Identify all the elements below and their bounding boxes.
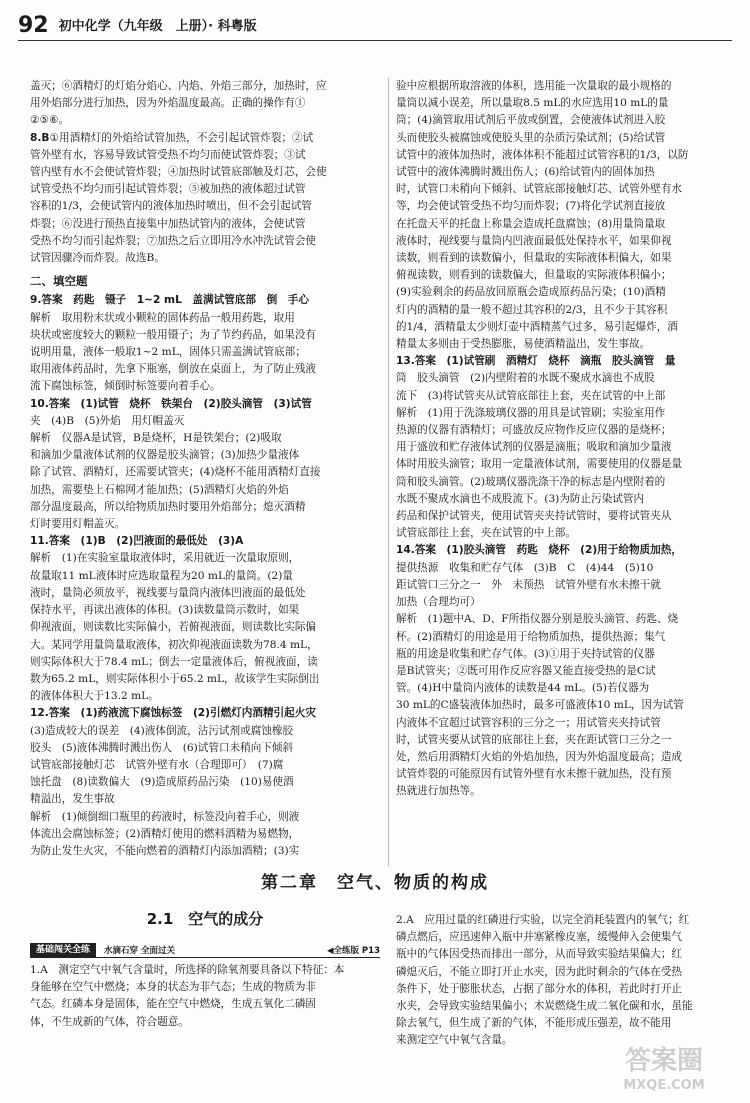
q9-block	[30, 292, 380, 395]
text-line: 读数，则看到的读数偏小，但量取的实际液体积偏大，如果	[396, 252, 672, 265]
q12-continued	[396, 78, 732, 353]
text-line: 条件下，处于膨胀状态，占据了部分水的体积，若此时打开止	[396, 982, 683, 995]
q8-block	[30, 130, 380, 268]
text-line: 1.A 测定空气中氧气含量时，所选择的除氧剂要具备以下特征：本	[30, 964, 345, 976]
section-heading: 二、填空题	[30, 274, 88, 289]
text-line: 解析 (1)用于洗涤玻璃仪器的用具是试管刷；实验室用作	[396, 406, 666, 419]
q9-answer: 9.答案 药匙 镊子 1~2 mL 盖满试管底部 倒 手心	[30, 294, 309, 307]
text-line: (3)造成较大的误差 (4)液体倒流，沾污试剂或腐蚀橡胶	[30, 724, 294, 737]
text-line: 加热，需要垫上石棉网才能加热；(5)酒精灯火焰的外焰	[30, 483, 289, 496]
text-line: 是B试管夹；②既可用作反应容器又能直接受热的是C试	[396, 664, 656, 677]
text-line: 说明用量，液体一般取1~2 mL，固体只需盖满试管底部；	[30, 346, 306, 359]
text-line: 流下 (3)将试管夹从试管底部往上套，夹在试管的中上部	[396, 389, 666, 402]
text-line: 的液体体积大于13.2 mL。	[30, 690, 159, 703]
watermark-logo	[600, 1035, 728, 1095]
text-line: 流下腐蚀标签，倾倒时标签要向着手心。	[30, 380, 221, 393]
text-line: 筒和胶头滴管。(2)玻璃仪器洗涤干净的标志是内壁附着的	[396, 475, 666, 488]
text-line: 容积的1/3，会使试管内的液体加热时喷出，但不会引起试管	[30, 200, 312, 213]
text-line: 蚀托盘 (8)读数偏大 (9)造成原药品污染 (10)易使酒	[30, 776, 294, 789]
text-line: 块状或密度较大的颗粒一般用镊子；为了节约药品，如果没有	[30, 328, 317, 341]
text-line: 30 mL的C盛装液体加热时，最多可盛液体10 mL，因为试管	[396, 699, 684, 712]
text-line: 解析 (1)倾倒细口瓶里的药液时，标签没向着手心，则液	[30, 810, 300, 823]
q1-block	[30, 962, 380, 1031]
q14-block	[396, 542, 732, 800]
text-line: 距试管口三分之一 外 未预热 试管外壁有水未擦干就	[396, 578, 661, 591]
text-line: 气态。红磷本身是固体，能在空气中燃烧，生成五氧化二磷固	[30, 998, 317, 1011]
left-column	[30, 78, 380, 860]
text-line: 热源的仪器有酒精灯；可盛放反应物作反应仪器的是烧杯；	[396, 424, 672, 437]
text-line: 磷熄灭后，不能立即打开止水夹，因为此时剩余的气体在受热	[396, 965, 683, 978]
text-line: 瓶中的气体因受热而排出一部分，从而导致实验结果偏大；红	[396, 948, 683, 961]
text-line: 等，均会使试管受热不均匀而炸裂；(7)将化学试剂直接放	[396, 200, 666, 213]
text-line: 精溢出，发生事故	[30, 793, 115, 806]
text-line: 热就进行加热等。	[396, 785, 481, 798]
text-line: 体时用胶头滴管；取用一定量液体试剂，需要使用的仪器是量	[396, 458, 683, 471]
text-line: 用于盛放和贮存液体试剂的仪器是滴瓶；吸取和滴加少量液	[396, 441, 672, 454]
banner-page-ref: ◀全练版 P13	[326, 945, 380, 956]
text-line: 液体时，视线要与量筒内凹液面最低处保持水平，如果仰视	[396, 234, 672, 247]
q8-label: 8.B	[30, 131, 50, 144]
text-line: 为防止发生火灾，不能向燃着的酒精灯内添加酒精；(3)实	[30, 844, 300, 857]
text-line: 保持水平，再读出液体的体积。(3)读数量筒示数时，如果	[30, 604, 300, 617]
text-line: 量筒以减小误差，所以量取8.5 mL的水应选用10 mL的量	[396, 97, 669, 110]
text-line: 夹 (4)B (5)外焰 用灯帽盖灭	[30, 414, 185, 427]
text-line: 仰视液面，则读数比实际偏小，若俯视液面，则读数比实际偏	[30, 621, 317, 634]
text-line: 部分温度最高，所以给物质加热时要用外焰部分；熄灭酒精	[30, 500, 306, 513]
text-line: 精量太多则由于受热膨胀，易使酒精溢出，发生事故。	[396, 338, 651, 351]
text-line: 体流出会腐蚀标签；(2)酒精灯使用的燃料酒精为易燃物，	[30, 827, 300, 840]
intro-block	[30, 78, 380, 130]
text-line: 解析 取用粉末状或小颗粒的固体药品一般用药匙，取用	[30, 311, 295, 324]
text-line: 在托盘天平的托盘上称量会造成托盘腐蚀；(8)用量筒量取	[396, 217, 666, 230]
page-number: 92	[18, 13, 49, 38]
text-line: 数为65.2 mL，则实际体积小于65.2 mL，故该学生实际倒出	[30, 672, 320, 685]
text-line: 管外壁有水，容易导致试管受热不均匀而使试管炸裂；③试	[30, 148, 306, 161]
q13-answer: 13.答案 (1)试管刷 酒精灯 烧杯 滴瓶 胶头滴管 量	[396, 355, 676, 368]
q14-answer: 14.答案 (1)胶头滴管 药匙 烧杯 (2)用于给物质加热，	[396, 544, 682, 557]
text-line: 磷点燃后，应迅速伸入瓶中并塞紧橡皮塞，缓慢伸入会使集气	[396, 931, 683, 944]
header-rule	[18, 40, 732, 41]
text-line: 灯内的酒精的量一般不超过其容积的2/3，且不少于其容积	[396, 303, 668, 316]
text-line: 试管中的液体沸腾时溅出伤人；(6)给试管内的固体加热	[396, 166, 655, 179]
text-line: 体，不生成新的气体，符合题意。	[30, 1015, 189, 1028]
text-line: 取用液体药品时，先拿下瓶塞，倒放在桌面上，为了防止残液	[30, 363, 317, 376]
q10-block	[30, 396, 380, 534]
q8-text: ①用酒精灯的外焰给试管加热，不会引起试管炸裂；②试	[49, 131, 314, 144]
text-line: 试管底部往上套，夹在试管的中上部。	[396, 527, 577, 540]
text-line: 水夹，会导致实验结果偏小；木炭燃烧生成二氧化碳和水，虽能	[396, 1000, 693, 1013]
text-line: 受热不均匀而引起炸裂；⑦加热之后立即用冷水冲洗试管会使	[30, 234, 317, 247]
chapter-title: 第二章 空气、物质的构成	[261, 873, 489, 893]
text-line: 筒 胶头滴管 (2)内壁附着的水既不聚成水滴也不成股	[396, 372, 655, 385]
book-title: 初中化学（九年级 上册）· 科粤版	[58, 19, 257, 34]
text-line: 提供热源 收集和贮存气体 (3)B C (4)44 (5)10	[396, 561, 654, 574]
text-line: 管。(4)H中量筒内液体的读数是44 mL。(5)若仪器为	[396, 682, 650, 695]
banner-tag: 基础闯关全练	[30, 943, 96, 957]
q11-answer: 11.答案 (1)B (2)凹液面的最低处 (3)A	[30, 535, 244, 548]
text-line: 试管底部接触灯芯 试管外壁有水（合理即可） (7)腐	[30, 758, 284, 771]
text-line: 盖灭；⑥酒精灯的灯焰分焰心、内焰、外焰三部分，加热时，应	[30, 80, 327, 92]
q12-answer: 12.答案 (1)药液流下腐蚀标签 (2)引燃灯内酒精引起火灾	[30, 707, 316, 720]
text-line: 灯时要用灯帽盖灭。	[30, 518, 126, 531]
text-line: 时，试管口未稍向下倾斜、试管底部接触灯芯、试管外壁有水	[396, 183, 683, 196]
banner-subtitle: 水滴石穿 全面过关	[104, 945, 175, 956]
text-line: 头而使胶头被腐蚀或使胶头里的杂质污染试剂；(5)给试管	[396, 131, 666, 144]
text-line: 除了试管、酒精灯，还需要试管夹；(4)烧杯不能用酒精灯直接	[30, 466, 321, 479]
text-line: 来测定空气中氧气含量。	[396, 1034, 513, 1047]
text-line: 管内壁有水不会使试管炸裂；④加热时试管底部触及灯芯，会使	[30, 166, 327, 179]
section-banner	[30, 942, 380, 958]
text-line: 解析 (1)在实验室量取液体时，采用就近一次量取原则，	[30, 552, 300, 565]
text-line: 时，试管夹要从试管的底部往上套，夹在距试管口三分之一	[396, 733, 672, 746]
right-column	[396, 78, 732, 801]
q2-block	[396, 912, 732, 1050]
text-line: 和滴加少量液体试剂的仪器是胶头滴管；(3)加热少量液体	[30, 449, 300, 462]
text-line: 筒；(4)滴管取用试剂后平放或倒置，会使液体试剂进入胶	[396, 114, 666, 127]
text-line: 则实际体积大于78.4 mL；倒去一定量液体后，俯视液面，读	[30, 655, 318, 668]
text-line: 除去氧气，但生成了新的气体，不能形成压强差，故不能用	[396, 1017, 672, 1030]
text-line: 试管受热不均匀而引起试管炸裂；⑤被加热的液体超过试管	[30, 183, 306, 196]
text-line: 2.A 应用过量的红磷进行实验，以完全消耗装置内的氧气；红	[396, 914, 690, 926]
q8-line	[30, 130, 380, 147]
page-header	[18, 8, 257, 38]
q10-answer: 10.答案 (1)试管 烧杯 铁架台 (2)胶头滴管 (3)试管	[30, 397, 312, 410]
text-line: 验中应根据所取溶液的体积，选用能一次量取的最小规格的	[396, 80, 672, 92]
text-line: 炸裂；⑥没进行预热直接集中加热试管内的液体，会使试管	[30, 217, 306, 230]
section-title: 2.1 空气的成分	[146, 910, 264, 928]
text-line: 瓶的用途是收集和贮存气体。(3)①用于夹持试管的仪器	[396, 647, 655, 660]
text-line: 解析 (1)题中A、D、F所指仪器分别是胶头滴管、药匙、烧	[396, 613, 679, 626]
text-line: 的1/4，酒精量太少则灯壶中酒精蒸气过多，易引起爆炸，酒	[396, 320, 678, 333]
q11-block	[30, 533, 380, 705]
text-line: 内液体不宜超过试管容积的三分之一；用试管夹夹持试管	[396, 716, 661, 729]
text-line: (9)实验剩余的药品放回原瓶会造成原药品污染；(10)酒精	[396, 286, 666, 299]
text-line: 处，然后用酒精灯火焰的外焰加热，因为外焰温度最高；造成	[396, 750, 683, 763]
text-line: 加热（合理均可）	[396, 596, 481, 609]
text-line: 俯视读数，则看到的读数偏大，但量取的实际液体积偏小；	[396, 269, 672, 282]
watermark-line1: 答案圈	[624, 1046, 704, 1076]
text-line: 身能够在空气中燃烧；本身的状态为非气态；生成的物质为非	[30, 981, 317, 994]
text-line: 试管炸裂的可能原因有试管外壁有水未擦干就加热，没有预	[396, 768, 672, 781]
text-line: 水既不聚成水滴也不成股流下。(3)为防止污染试管内	[396, 492, 645, 505]
text-line: 杯。(2)酒精灯的用途是用于给物质加热，提供热源；集气	[396, 630, 666, 643]
column-divider	[388, 78, 389, 866]
text-line: 试管因骤冷而炸裂。故选B。	[30, 252, 165, 265]
q12-block	[30, 705, 380, 860]
text-line: ②⑤⑥。	[30, 114, 70, 127]
watermark-line2: MXQE.COM	[623, 1078, 705, 1093]
text-line: 液时，量筒必须放平，视线要与量筒内液体凹液面的最低处	[30, 586, 306, 599]
text-line: 解析 仪器A是试管，B是烧杯，H是铁架台；(2)吸取	[30, 432, 282, 445]
text-line: 大。某同学用量筒量取液体，初次仰视液面读数为78.4 mL，	[30, 638, 318, 651]
text-line: 故量取11 mL液体时应选取量程为20 mL的量筒。(2)量	[30, 569, 293, 582]
q13-block	[396, 353, 732, 542]
text-line: 胶头 (5)液体沸腾时溅出伤人 (6)试管口未稍向下倾斜	[30, 741, 294, 754]
text-line: 用外焰部分进行加热，因为外焰温度最高。正确的操作有①	[30, 97, 306, 110]
text-line: 试管中的液体加热时，液体体积不能超过试管容积的1/3，以防	[396, 148, 689, 161]
text-line: 药品和保护试管夹，使用试管夹夹持试管时，要将试管夹从	[396, 510, 672, 523]
